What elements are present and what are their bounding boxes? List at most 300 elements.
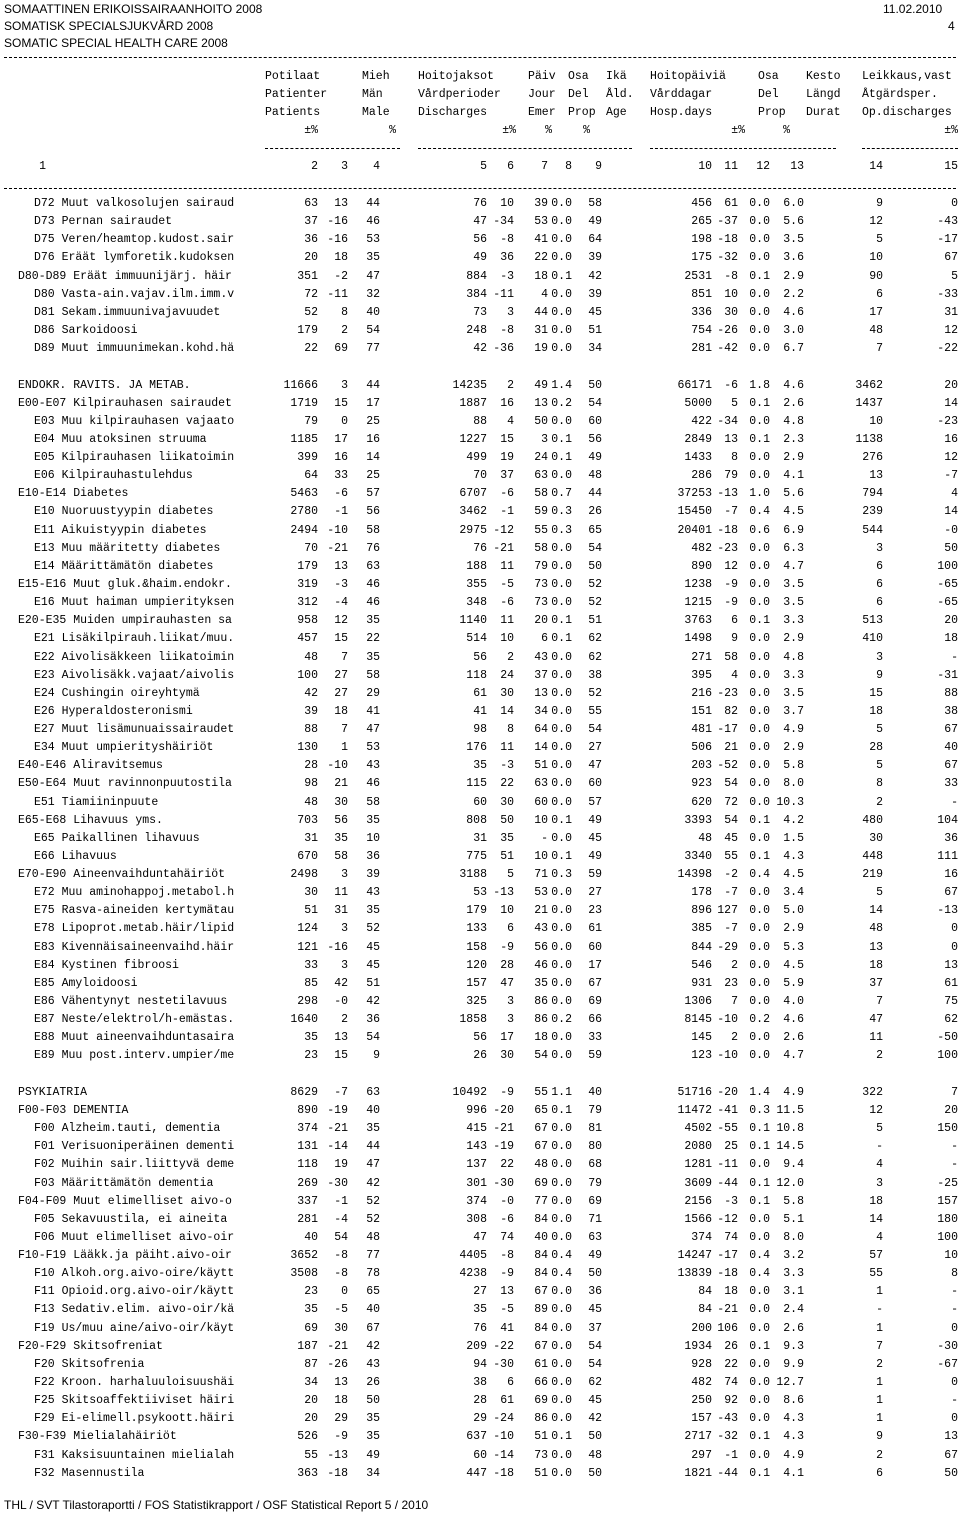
table-cell: 931 (691, 976, 712, 990)
table-cell: 23 (304, 1049, 318, 1063)
table-cell: 41 (473, 704, 487, 718)
column-header: Åtgärdsper. (862, 88, 938, 101)
table-cell: 410 (862, 632, 883, 646)
table-cell: -21 (327, 1122, 348, 1136)
table-cell: -34 (717, 414, 738, 428)
table-cell: 35 (366, 1412, 380, 1426)
table-cell: 0.0 (551, 1049, 572, 1063)
table-cell: 0.0 (749, 197, 770, 210)
column-header: Kesto (806, 70, 841, 83)
report-date: 11.02.2010 (883, 2, 943, 16)
row-label: E65 Paikallinen lihavuus (34, 831, 200, 845)
table-cell: 31 (534, 323, 548, 337)
column-header: Åld. (606, 88, 634, 101)
table-cell: 0.0 (551, 1176, 572, 1190)
table-cell: 53 (366, 741, 380, 755)
table-cell: 0.1 (551, 432, 572, 446)
table-cell: 54 (334, 1230, 348, 1244)
table-cell: 271 (691, 650, 712, 664)
table-cell: 5 (876, 886, 883, 900)
table-cell: 30 (304, 886, 318, 900)
table-cell: 35 (534, 976, 548, 990)
table-cell: -10 (327, 759, 348, 773)
table-cell: -2 (334, 269, 348, 283)
row-label: F30-F39 Mielialahäiriöt (18, 1430, 177, 1444)
column-header: Jour (528, 88, 556, 101)
table-cell: 48 (588, 469, 602, 483)
table-cell: 14 (500, 704, 514, 718)
table-cell: -21 (327, 1339, 348, 1353)
table-cell: 60 (588, 940, 602, 954)
column-header: Osa (568, 70, 589, 83)
table-cell: 4.6 (783, 1013, 804, 1027)
table-cell: 40 (944, 741, 958, 755)
table-cell: 0.0 (551, 976, 572, 990)
row-label: F02 Muihin sair.liittyvä deme (34, 1158, 235, 1172)
table-cell: 47 (366, 269, 380, 283)
table-cell: 47 (473, 1230, 487, 1244)
table-cell: 69 (588, 994, 602, 1008)
table-cell: 21 (724, 741, 738, 755)
table-cell: 3.3 (783, 668, 804, 682)
column-number: 3 (341, 160, 348, 173)
table-cell: 2 (507, 378, 514, 392)
table-cell: -30 (493, 1176, 514, 1190)
table-cell: 2 (876, 795, 883, 809)
table-cell: -1 (724, 1448, 738, 1462)
table-cell: 0.0 (551, 1394, 572, 1408)
table-cell: 100 (297, 668, 318, 682)
table-cell: -23 (717, 686, 738, 700)
table-cell: 60 (588, 414, 602, 428)
table-cell: 198 (691, 233, 712, 247)
table-cell: 3 (507, 1013, 514, 1027)
table-cell: 0 (951, 1375, 958, 1389)
table-cell: 5.1 (783, 1212, 804, 1226)
table-cell: 351 (297, 269, 318, 283)
table-cell: 19 (534, 342, 548, 356)
table-cell: 703 (297, 813, 318, 827)
column-header: Prop (568, 106, 596, 119)
table-cell: 384 (466, 287, 487, 301)
table-cell: 27 (588, 741, 602, 755)
table-cell: 15 (500, 432, 514, 446)
table-cell: 14 (944, 396, 958, 410)
table-cell: 308 (466, 1212, 487, 1226)
table-cell: 14.5 (776, 1140, 804, 1154)
table-cell: 20 (944, 1104, 958, 1118)
header-group-rule (265, 148, 400, 149)
table-cell: 13 (944, 958, 958, 972)
table-cell: 3.5 (783, 578, 804, 591)
table-cell: 18 (944, 632, 958, 646)
table-cell: 2.6 (783, 1031, 804, 1045)
table-cell: 130 (297, 741, 318, 755)
column-header: Del (758, 88, 779, 101)
table-cell: 2.9 (783, 741, 804, 755)
table-cell: 457 (297, 632, 318, 646)
table-cell: 37 (500, 469, 514, 483)
table-cell: 0.6 (749, 523, 770, 537)
table-cell: 179 (297, 323, 318, 337)
row-label: F19 Us/muu aine/aivo-oir/käyt (34, 1321, 235, 1335)
table-cell: -21 (717, 1303, 738, 1317)
column-header: Durat (806, 106, 841, 119)
row-label: E70-E90 Aineenvaihduntahäiriöt (18, 868, 226, 882)
table-cell: 65 (588, 523, 602, 537)
table-cell: 0.0 (749, 1285, 770, 1299)
table-cell: 34 (366, 1466, 380, 1480)
table-cell: 374 (691, 1230, 712, 1244)
table-cell: 17 (869, 305, 883, 319)
table-cell: 481 (691, 723, 712, 737)
table-cell: 57 (869, 1249, 883, 1263)
table-cell: 3 (341, 922, 348, 936)
table-cell: 0.0 (551, 1321, 572, 1335)
table-cell: 40 (366, 1104, 380, 1118)
table-cell: 2 (341, 323, 348, 337)
table-cell: -10 (327, 523, 348, 537)
table-cell: 54 (588, 541, 602, 555)
table-cell: 58 (534, 487, 548, 501)
table-cell: -6 (500, 596, 514, 610)
table-cell: 4 (507, 414, 514, 428)
table-cell: 22 (500, 1158, 514, 1172)
table-cell: 64 (304, 469, 318, 483)
table-cell: 35 (473, 1303, 487, 1317)
table-cell: -29 (717, 940, 738, 954)
table-cell: -13 (493, 886, 514, 900)
column-number: 4 (373, 160, 380, 173)
table-cell: 49 (534, 378, 548, 392)
table-cell: -8 (334, 1249, 348, 1263)
row-label: ENDOKR. RAVITS. JA METAB. (18, 378, 191, 392)
table-cell: -18 (717, 1267, 738, 1281)
table-cell: 0.0 (551, 342, 572, 356)
table-cell: 0.2 (551, 1013, 572, 1027)
table-cell: 31 (334, 904, 348, 918)
table-cell: -18 (493, 1466, 514, 1480)
table-cell: -14 (493, 1448, 514, 1462)
table-cell: 8 (951, 1267, 958, 1281)
table-cell: 80 (588, 1140, 602, 1154)
table-cell: 996 (466, 1104, 487, 1118)
row-label: F32 Masennustila (34, 1466, 145, 1480)
table-cell: 46 (366, 777, 380, 791)
table-cell: -21 (327, 541, 348, 555)
table-cell: 0.1 (551, 614, 572, 628)
table-cell: 0 (951, 197, 958, 210)
table-cell: 0.2 (551, 396, 572, 410)
table-cell: 5 (507, 868, 514, 882)
table-cell: 0.0 (551, 578, 572, 591)
table-cell: 27 (473, 1285, 487, 1299)
table-cell: 27 (334, 686, 348, 700)
column-header: Emer (528, 106, 556, 119)
table-cell: 67 (944, 759, 958, 773)
row-label: D89 Muut immuunimekan.kohd.hä (34, 342, 235, 356)
table-cell: 0 (341, 414, 348, 428)
table-cell: -18 (717, 523, 738, 537)
table-cell: 26 (473, 1049, 487, 1063)
table-cell: -8 (334, 1267, 348, 1281)
table-cell: 73 (534, 1448, 548, 1462)
table-cell: 39 (366, 868, 380, 882)
table-cell: 6 (507, 922, 514, 936)
table-cell: 3.3 (783, 1267, 804, 1281)
table-cell: 6 (731, 614, 738, 628)
table-cell: -1 (500, 505, 514, 519)
table-cell: 219 (862, 868, 883, 882)
column-header: Patienter (265, 88, 328, 101)
table-cell: 47 (869, 1013, 883, 1027)
table-cell: 13 (534, 686, 548, 700)
table-cell: -17 (717, 1249, 738, 1263)
table-cell: 67 (944, 1448, 958, 1462)
table-cell: 0.3 (551, 505, 572, 519)
row-label: E10-E14 Diabetes (18, 487, 129, 501)
table-cell: 57 (366, 487, 380, 501)
table-cell: 36 (944, 831, 958, 845)
table-cell: 7 (876, 1339, 883, 1353)
row-label: E21 Lisäkilpirauh.liikat/muu. (34, 632, 235, 646)
table-cell: 0.0 (551, 1194, 572, 1208)
table-cell: 30 (500, 686, 514, 700)
table-cell: 670 (297, 849, 318, 863)
table-cell: 46 (366, 578, 380, 591)
row-label: D76 Eräät lymforetik.kudoksen (34, 251, 235, 265)
table-cell: -20 (717, 1085, 738, 1099)
table-cell: 56 (334, 813, 348, 827)
table-cell: 76 (473, 197, 487, 210)
row-label: F03 Määrittämätön dementia (34, 1176, 214, 1190)
table-cell: 179 (466, 904, 487, 918)
table-cell: 48 (534, 1158, 548, 1172)
header-rule (4, 57, 956, 58)
table-cell: 844 (691, 940, 712, 954)
table-cell: 27 (588, 886, 602, 900)
table-cell: 11 (334, 886, 348, 900)
table-cell: 0.0 (749, 1321, 770, 1335)
table-cell: 30 (334, 1321, 348, 1335)
table-cell: 15 (334, 1049, 348, 1063)
table-cell: 118 (297, 1158, 318, 1172)
table-cell: 58 (366, 523, 380, 537)
table-cell: 2.2 (783, 287, 804, 301)
table-cell: 23 (304, 1285, 318, 1299)
table-cell: -10 (493, 1430, 514, 1444)
table-cell: -3 (334, 578, 348, 591)
table-cell: 4.8 (783, 414, 804, 428)
row-label: E10 Nuoruustyypin diabetes (34, 505, 214, 519)
column-number: 10 (698, 160, 712, 173)
table-cell: -41 (717, 1104, 738, 1118)
table-cell: 50 (366, 1394, 380, 1408)
table-cell: 8 (876, 777, 883, 791)
table-cell: 4.9 (783, 723, 804, 737)
table-cell: 3393 (684, 813, 712, 827)
table-cell: -4 (334, 596, 348, 610)
table-cell: 336 (691, 305, 712, 319)
table-cell: 55 (869, 1267, 883, 1281)
table-cell: 28 (500, 958, 514, 972)
table-cell: 55 (724, 849, 738, 863)
table-cell: 0.0 (749, 1448, 770, 1462)
table-cell: 12 (944, 323, 958, 337)
table-cell: 250 (691, 1394, 712, 1408)
table-cell: 0.2 (749, 1013, 770, 1027)
table-cell: 6 (541, 632, 548, 646)
table-cell: 319 (297, 578, 318, 591)
table-cell: 0.0 (749, 469, 770, 483)
table-cell: -65 (937, 596, 958, 610)
table-cell: 115 (466, 777, 487, 791)
table-cell: 123 (691, 1049, 712, 1063)
table-cell: 30 (869, 831, 883, 845)
table-cell: 29 (366, 686, 380, 700)
table-cell: 13839 (677, 1267, 712, 1281)
table-cell: 0.0 (551, 686, 572, 700)
table-cell: 31 (473, 831, 487, 845)
table-cell: 50 (588, 559, 602, 573)
table-cell: 157 (466, 976, 487, 990)
table-cell: 0.1 (551, 813, 572, 827)
table-cell: 10 (534, 813, 548, 827)
table-cell: 0.4 (749, 1249, 770, 1263)
table-cell: 0.0 (551, 596, 572, 610)
table-cell: 513 (862, 614, 883, 628)
table-cell: 4238 (459, 1267, 487, 1281)
table-cell: 29 (334, 1412, 348, 1426)
table-cell: 124 (297, 922, 318, 936)
table-cell: 62 (588, 632, 602, 646)
table-cell: 1281 (684, 1158, 712, 1172)
table-cell: 0.4 (551, 1249, 572, 1263)
table-cell: -4 (334, 1212, 348, 1226)
table-cell: 37 (869, 976, 883, 990)
table-cell: 0.0 (749, 215, 770, 229)
table-cell: 265 (691, 215, 712, 229)
table-cell: 4.7 (783, 559, 804, 573)
table-cell: 2494 (290, 523, 318, 537)
table-cell: 58 (588, 197, 602, 210)
table-cell: 150 (937, 1122, 958, 1136)
table-cell: 337 (297, 1194, 318, 1208)
table-cell: 1 (876, 1394, 883, 1408)
table-cell: 20 (304, 1412, 318, 1426)
column-number: 5 (480, 160, 487, 173)
table-cell: 0.0 (551, 1412, 572, 1426)
table-cell: 0.0 (749, 1158, 770, 1172)
table-cell: 88 (473, 414, 487, 428)
table-cell: 8629 (290, 1085, 318, 1099)
table-cell: 63 (366, 559, 380, 573)
table-cell: 0.4 (749, 868, 770, 882)
table-cell: 3.5 (783, 596, 804, 610)
table-cell: 0 (341, 1285, 348, 1299)
table-cell: -3 (500, 269, 514, 283)
table-cell: 4.8 (783, 650, 804, 664)
table-cell: 2.3 (783, 432, 804, 446)
table-cell: 32 (366, 287, 380, 301)
table-cell: 4.5 (783, 505, 804, 519)
table-cell: 67 (534, 1122, 548, 1136)
table-cell: -31 (937, 668, 958, 682)
column-header: Ikä (606, 70, 627, 83)
column-header: Päiv (528, 70, 556, 83)
table-cell: -13 (937, 904, 958, 918)
table-cell: 67 (534, 1140, 548, 1154)
table-cell: 8145 (684, 1013, 712, 1027)
column-header: Potilaat (265, 70, 321, 83)
table-cell: 4.1 (783, 1466, 804, 1480)
table-cell: -26 (717, 323, 738, 337)
table-cell: 39 (534, 197, 548, 210)
table-cell: 1.0 (749, 487, 770, 501)
table-cell: 66171 (677, 378, 712, 392)
table-cell: 45 (366, 958, 380, 972)
table-cell: 0.0 (551, 1212, 572, 1226)
table-cell: - (876, 1140, 883, 1154)
row-label: E75 Rasva-aineiden kertymätau (34, 904, 235, 918)
table-cell: 13 (334, 559, 348, 573)
table-cell: 180 (937, 1212, 958, 1226)
table-cell: 0.0 (749, 795, 770, 809)
table-cell: 4502 (684, 1122, 712, 1136)
table-cell: 56 (588, 432, 602, 446)
table-cell: - (541, 831, 548, 845)
table-cell: 18 (334, 1394, 348, 1408)
table-cell: 0.0 (551, 741, 572, 755)
table-cell: 526 (297, 1430, 318, 1444)
table-cell: 5000 (684, 396, 712, 410)
table-cell: 51 (534, 1466, 548, 1480)
row-label: F01 Verisuoniperäinen dementi (34, 1140, 235, 1154)
table-cell: 0.0 (551, 323, 572, 337)
table-cell: 50 (500, 813, 514, 827)
table-cell: 0.0 (749, 704, 770, 718)
table-cell: 176 (466, 741, 487, 755)
row-label: F25 Skitsoaffektiiviset häiri (34, 1394, 235, 1408)
table-cell: 0.0 (551, 886, 572, 900)
table-cell: 0.0 (749, 342, 770, 356)
table-cell: 4.9 (783, 1085, 804, 1099)
row-label: E89 Muu post.interv.umpier/me (34, 1049, 235, 1063)
table-cell: 89 (534, 1303, 548, 1317)
row-label: F13 Sedativ.elim. aivo-oir/kä (34, 1303, 235, 1317)
table-cell: -30 (327, 1176, 348, 1190)
table-cell: 22 (304, 342, 318, 356)
table-cell: 3.5 (783, 233, 804, 247)
table-cell: 0.0 (749, 1375, 770, 1389)
table-cell: 47 (588, 759, 602, 773)
table-cell: 86 (534, 1412, 548, 1426)
column-header: Leikkaus,vast (862, 70, 952, 83)
table-cell: 0.0 (551, 469, 572, 483)
column-header: Discharges (418, 106, 488, 119)
table-cell: 10 (500, 197, 514, 210)
table-cell: 0.0 (749, 451, 770, 465)
table-cell: 0.0 (749, 976, 770, 990)
table-cell: 30 (724, 305, 738, 319)
table-cell: 1 (341, 741, 348, 755)
table-cell: 18 (869, 1194, 883, 1208)
row-label: E04 Muu atoksinen struuma (34, 432, 207, 446)
row-label: E72 Muu aminohappoj.metabol.h (34, 886, 235, 900)
table-cell: 0.0 (551, 215, 572, 229)
table-cell: 56 (534, 940, 548, 954)
table-cell: 35 (304, 1303, 318, 1317)
